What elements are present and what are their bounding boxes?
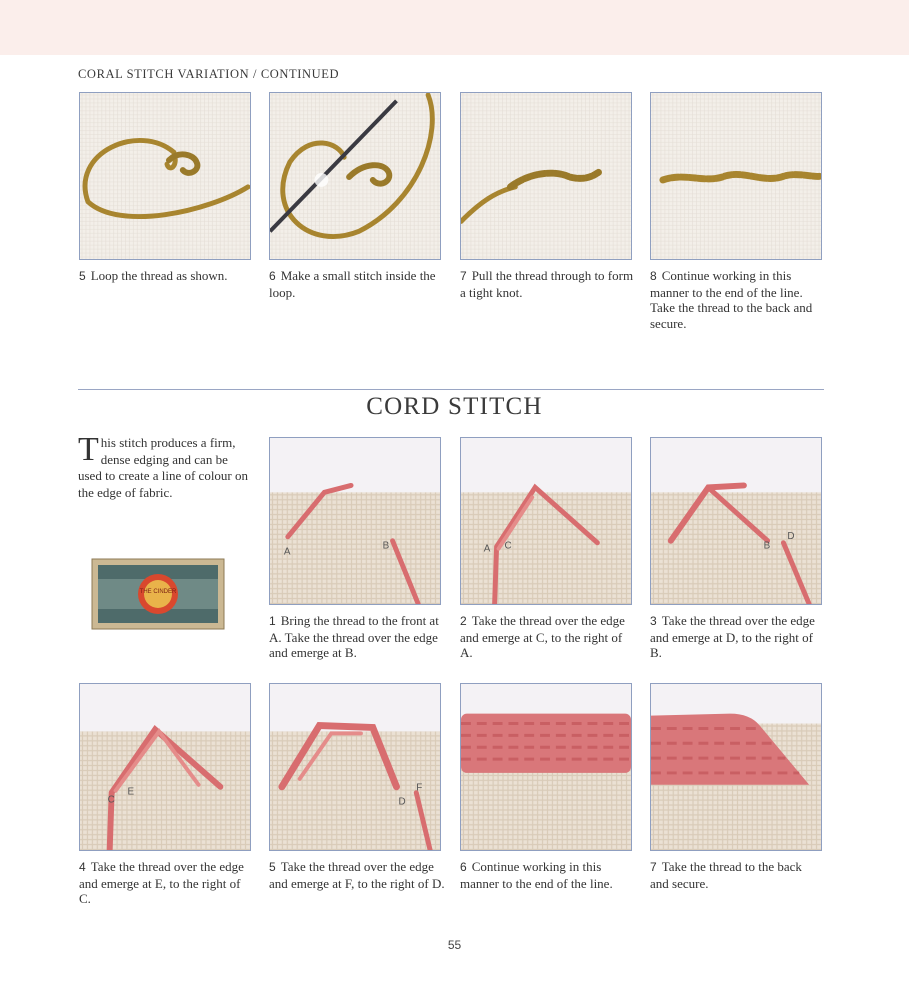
thread-card-image <box>88 553 228 633</box>
page-number: 55 <box>447 938 462 952</box>
svg-text:D: D <box>398 796 406 808</box>
cord-step-3-caption: 3 Take the thread over the edge and emerge at D, to the right of B. <box>650 613 815 660</box>
coral-step-5-photo <box>79 92 251 260</box>
coral-step-7-photo <box>460 92 632 260</box>
cord-step-4-photo <box>79 683 251 851</box>
running-head: CORAL STITCH VARIATION / CONTINUED <box>78 67 340 81</box>
top-color-band <box>0 0 909 55</box>
section-title: CORD STITCH <box>366 393 543 420</box>
svg-text:C: C <box>504 540 512 552</box>
section-divider <box>78 389 824 390</box>
cord-step-3-photo <box>650 437 822 605</box>
coral-step-5-caption: 5 Loop the thread as shown. <box>79 268 228 283</box>
cord-step-7-caption: 7 Take the thread to the back and secure. <box>650 859 802 891</box>
svg-text:D: D <box>787 530 795 542</box>
cord-step-5-photo <box>269 683 441 851</box>
cord-step-2-photo <box>460 437 632 605</box>
coral-step-6-photo <box>269 92 441 260</box>
coral-step-8-caption: 8 Continue working in this manner to the end of the line. Take the thread to the back and secure. <box>650 268 813 331</box>
svg-text:E: E <box>127 786 135 798</box>
cord-step-4-caption: 4 Take the thread over the edge and emerge at E, to the right of C. <box>79 859 244 906</box>
svg-text:B: B <box>763 540 771 552</box>
coral-step-7-caption: 7 Pull the thread through to form a tight knot. <box>460 268 634 300</box>
svg-text:A: A <box>283 546 291 558</box>
svg-text:C: C <box>107 794 115 806</box>
coral-step-8-photo <box>650 92 822 260</box>
drop-cap: T <box>78 431 99 468</box>
intro-paragraph: This stitch produces a firm, dense edging and can be used to create a line of colour on the edge of fabric. <box>78 431 249 500</box>
cord-step-5-caption: 5 Take the thread over the edge and emerge at F, to the right of D. <box>269 859 445 891</box>
cord-step-2-caption: 2 Take the thread over the edge and emerge at C, to the right of A. <box>460 613 625 660</box>
svg-text:A: A <box>483 543 491 555</box>
cord-step-6-caption: 6 Continue working in this manner to the end of the line. <box>460 859 613 891</box>
cord-step-7-photo <box>650 683 822 851</box>
cord-step-1-caption: 1 Bring the thread to the front at A. Take the thread over the edge and emerge at B. <box>269 613 439 660</box>
card-label: THE CINDER <box>139 589 177 595</box>
cord-step-6-photo <box>460 683 632 851</box>
svg-text:B: B <box>382 540 390 552</box>
svg-text:F: F <box>416 782 423 794</box>
coral-step-6-caption: 6 Make a small stitch inside the loop. <box>269 268 436 300</box>
cord-step-1-photo <box>269 437 441 605</box>
